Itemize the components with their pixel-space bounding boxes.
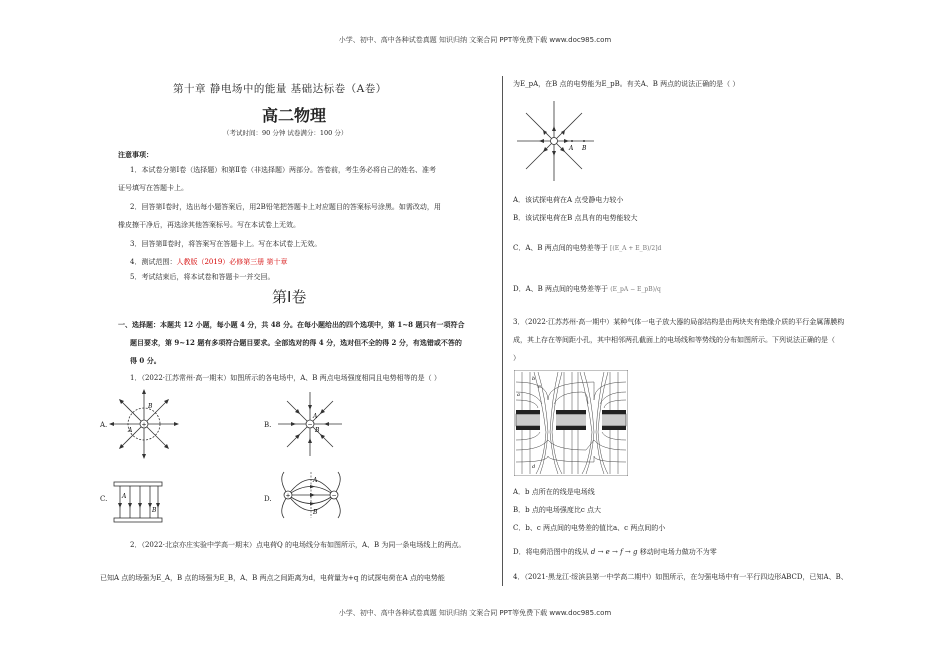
question-3-line-1: 3．（2022·江苏苏州·高一期中）某种气体一电子放大器的局部结构是由两块夹有绝缘介质的平行金属薄膜构 — [513, 318, 845, 326]
exam-info: （考试时间：90 分钟 试卷满分：100 分） — [223, 129, 348, 137]
q3-option-b: B．b 点的电场强度比c 点大 — [513, 506, 601, 514]
part1-line-2: 题目要求，第 9~12 题有多项符合题目要求。全部选对的得 4 分，选对但不全的得 2 分，有选错或不答的 — [130, 338, 462, 347]
question-1: 1．（2022·江苏常州·高一期末）如图所示的各电场中，A、B 两点电场强度相同且电势相等的是（ ） — [130, 374, 441, 382]
svg-text:A: A — [122, 493, 127, 500]
q2-option-c — [513, 244, 661, 253]
q1-figure-c — [112, 478, 164, 526]
svg-text:B: B — [152, 507, 157, 514]
notes-heading: 注意事项： — [118, 150, 153, 159]
q1-option-c-label: C. — [100, 495, 108, 503]
q3-option-a: A．b 点所在的线是电场线 — [513, 488, 595, 496]
q3-option-d-path: d → e → f → g — [590, 548, 638, 556]
q2-option-a: A．该试探电荷在A 点受静电力较小 — [513, 196, 624, 204]
header-banner: 小学、初中、高中各种试卷真题 知识归纳 文案合同 PPT等免费下载 www.doc985.com — [338, 36, 612, 44]
q3-option-d-pre: D．将电荷沿图中的线从 — [513, 548, 589, 556]
q3-option-c: C．b、c 两点间的电势差的值比a、c 两点间的小 — [513, 524, 666, 532]
subject-title: 高二物理 — [262, 106, 327, 125]
exam-title: 第十章 静电场中的能量 基础达标卷（A卷） — [173, 83, 387, 95]
svg-text:b: b — [532, 376, 536, 382]
q2-option-b: B．该试探电荷在B 点具有的电势能较大 — [513, 214, 638, 222]
question-2-continued: 为E_pA，在B 点的电势能为E_pB。有关A、B 两点的说法正确的是（ ） — [513, 80, 740, 88]
svg-text:A: A — [569, 145, 574, 152]
note-4-range: 人教版（2019）必修第三册 第十章 — [176, 258, 288, 266]
svg-text:A: A — [313, 477, 318, 484]
part1-line-3: 得 0 分。 — [130, 356, 161, 365]
svg-text:B: B — [313, 509, 318, 516]
svg-text:c: c — [538, 384, 541, 390]
svg-text:B: B — [148, 403, 153, 410]
note-5: 5．考试结束后，将本试卷和答题卡一并交回。 — [130, 273, 275, 281]
svg-text:A: A — [128, 427, 133, 434]
column-divider — [502, 76, 503, 586]
q2-option-d-formula: (E_pA − E_pB)/q — [610, 286, 661, 293]
q2-option-c-text: C．A、B 两点间的电势差等于 — [513, 244, 608, 252]
svg-text:B: B — [315, 427, 320, 434]
question-4: 4．（2021·黑龙江·绥滨县第一中学高二期中）如图所示，在匀强电场中有一平行四边形ABCD，已知A、B、 — [513, 573, 848, 581]
part1-line-1: 一、选择题：本题共 12 小题，每小题 4 分，共 48 分。在每小题给出的四个选项中，第 1~8 题只有一项符合 — [118, 320, 465, 329]
question-3-line-2: 成，其上存在等间距小孔，其中相邻两孔截面上的电场线和等势线的分布如图所示。下列说法正确的是（ — [513, 336, 835, 344]
svg-text:−: − — [307, 421, 313, 429]
svg-text:B: B — [582, 145, 587, 152]
question-3-line-3: ） — [513, 354, 520, 362]
note-3: 3．回答第Ⅱ卷时，将答案写在答题卡上。写在本试卷上无效。 — [130, 240, 322, 248]
q1-option-a-label: A. — [100, 421, 108, 429]
q2-option-c-formula: [(E_A + E_B)/2]d — [610, 245, 662, 252]
q2-figure — [514, 98, 598, 184]
svg-text:−: − — [331, 492, 337, 500]
svg-text:d: d — [532, 464, 536, 470]
q3-option-d — [513, 548, 717, 557]
section-title: 第Ⅰ卷 — [272, 288, 307, 306]
q1-figure-b — [275, 388, 345, 460]
q1-option-b-label: B. — [264, 421, 272, 429]
question-2-line-2: 已知A 点的场强为E_A，B 点的场强为E_B，A、B 两点之间距离为d，电荷量为+q 的试探电荷在A 点的电势能 — [100, 574, 445, 582]
svg-text:+: + — [285, 492, 291, 500]
note-1-line-2: 证号填写在答题卡上。 — [118, 184, 188, 192]
question-2-line-1: 2．（2022·北京亦庄实验中学高一期末）点电荷Q 的电场线分布如图所示，A、B 为同一条电场线上的两点。 — [130, 541, 466, 549]
note-2-line-2: 橡皮擦干净后，再选涂其他答案标号。写在本试卷上无效。 — [118, 221, 300, 229]
note-1-line-1: 1．本试卷分第Ⅰ卷（选择题）和第Ⅱ卷（非选择题）两部分。答卷前，考生务必将自己的姓名、准考 — [130, 166, 436, 174]
q1-figure-a — [108, 386, 180, 462]
svg-text:+: + — [141, 421, 147, 429]
svg-text:A: A — [313, 413, 318, 420]
q2-option-d-text: D．A、B 两点间的电势差等于 — [513, 285, 609, 293]
footer-banner: 小学、初中、高中各种试卷真题 知识归纳 文案合同 PPT等免费下载 www.doc985.com — [338, 609, 612, 617]
q1-figure-d — [276, 470, 346, 520]
note-4-prefix: 4．测试范围： — [130, 258, 177, 266]
svg-text:a: a — [517, 392, 520, 398]
q3-figure — [514, 370, 628, 476]
note-2-line-1: 2．回答第Ⅰ卷时，选出每小题答案后，用2B铅笔把答题卡上对应题目的答案标号涂黑。如需改动，用 — [130, 203, 441, 211]
note-4 — [130, 258, 288, 267]
q3-option-d-post: 移动时电场力做功不为零 — [639, 548, 717, 556]
q1-option-d-label: D. — [264, 495, 272, 503]
q2-option-d — [513, 285, 661, 294]
